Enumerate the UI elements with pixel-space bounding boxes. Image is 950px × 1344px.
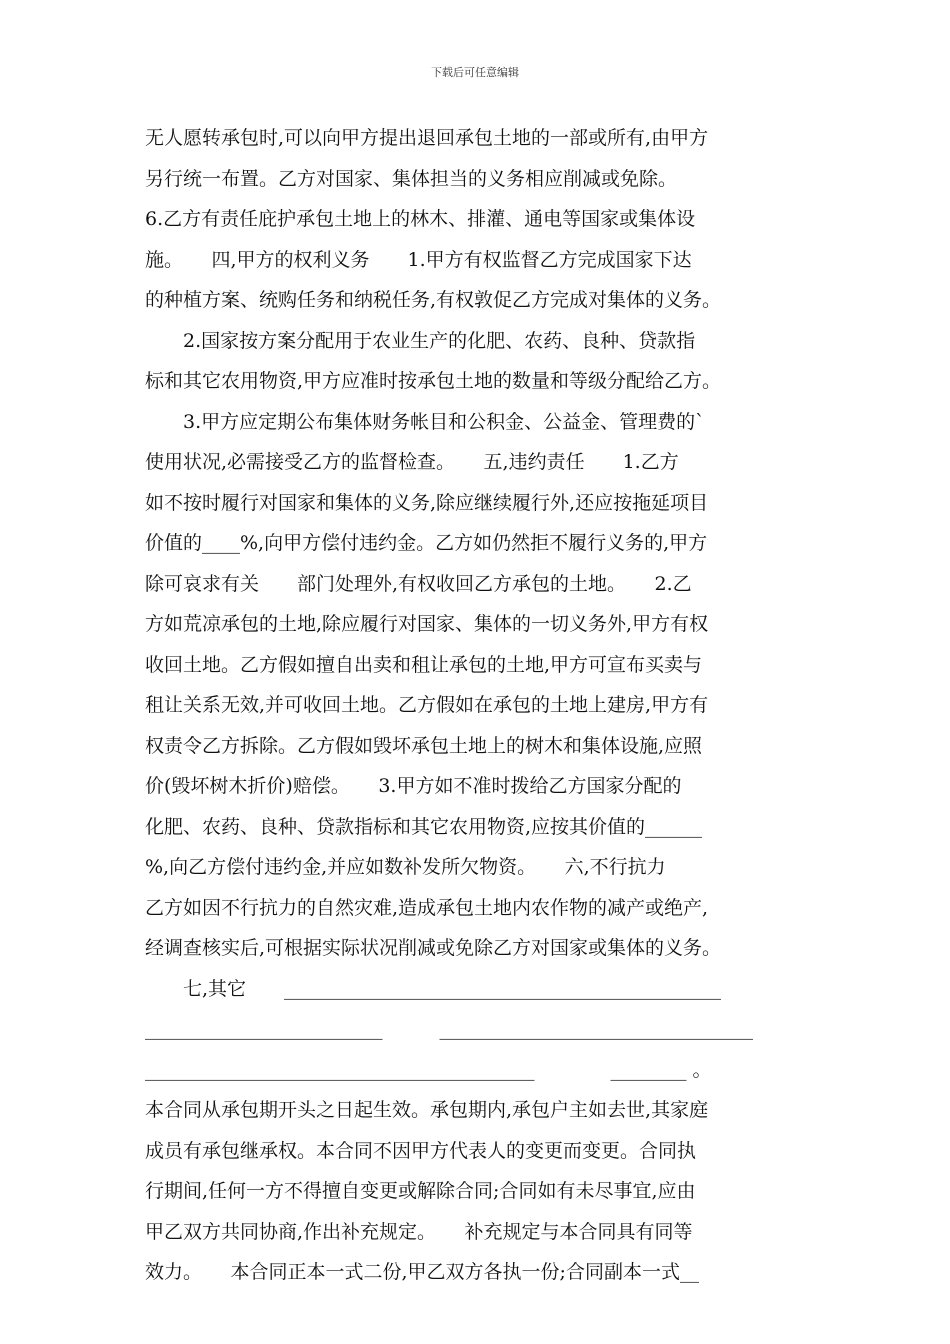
text-line: 另行统一布置。乙方对国家、集体担当的义务相应削减或免除。 (145, 167, 678, 190)
text-line: 施。 四,甲方的权利义务 1.甲方有权监督乙方完成国家下达 (145, 248, 692, 271)
text-line: 权责令乙方拆除。乙方假如毁坏承包土地上的树木和集体设施,应照 (145, 734, 703, 757)
text-line: 效力。 本合同正本一式二份,甲乙双方各执一份;合同副本一式__ (145, 1261, 699, 1283)
text-line: 经调查核实后,可根据实际状况削减或免除乙方对国家或集体的义务。 (145, 937, 722, 959)
text-line: 价值的____%,向甲方偿付违约金。乙方如仍然拒不履行义务的,甲方 (145, 532, 708, 554)
text-line: 2.国家按方案分配用于农业生产的化肥、农药、良种、贷款指 (145, 329, 696, 352)
document-body (145, 118, 810, 1293)
text-line: 成员有承包继承权。本合同不因甲方代表人的变更而变更。合同执 (145, 1139, 697, 1162)
text-line: 3.甲方应定期公布集体财务帐目和公积金、公益金、管理费的` (145, 410, 705, 433)
text-line: 行期间,任何一方不得擅自变更或解除合同;合同如有未尽事宜,应由 (145, 1180, 696, 1202)
text-line: 收回土地。乙方假如擅自出卖和租让承包的土地,甲方可宣布买卖与 (145, 653, 703, 676)
page-header: 下载后可任意编辑 (431, 66, 519, 79)
text-line: 如不按时履行对国家和集体的义务,除应继续履行外,还应按拖延项目 (145, 491, 709, 514)
text-line: 无人愿转承包时,可以向甲方提出退回承包土地的一部或所有,由甲方 (145, 127, 709, 149)
text-line: %,向乙方偿付违约金,并应如数补发所欠物资。 六,不行抗力 (145, 856, 666, 878)
text-line: 乙方如因不行抗力的自然灾难,造成承包土地内农作物的减产或绝产, (145, 896, 709, 919)
text-line: 本合同从承包期开头之日起生效。承包期内,承包户主如去世,其家庭 (145, 1099, 709, 1121)
text-line: 化肥、农药、良种、贷款指标和其它农用物资,应按其价值的______ (145, 815, 703, 838)
text-line: 甲乙双方共同协商,作出补充规定。 补充规定与本合同具有同等 (145, 1220, 693, 1243)
text-line: 方如荒凉承包的土地,除应履行对国家、集体的一切义务外,甲方有权 (145, 613, 709, 635)
text-line: 除可哀求有关 部门处理外,有权收回乙方承包的土地。 2.乙 (145, 572, 692, 595)
text-line: 价(毁坏树木折价)赔偿。 3.甲方如不准时拨给乙方国家分配的 (145, 775, 682, 797)
text-line: 使用状况,必需接受乙方的监督检查。 五,违约责任 1.乙方 (145, 451, 679, 473)
text-line: _________________________ _________________________________ (145, 1018, 754, 1040)
text-line: 标和其它农用物资,甲方应准时按承包土地的数量和等级分配给乙方。 (145, 370, 722, 392)
text-line: 6.乙方有责任庇护承包土地上的林木、排灌、通电等国家或集体设 (145, 208, 696, 230)
text-line: _________________________________________ ________ 。 (145, 1058, 712, 1081)
text-line: 租让关系无效,并可收回土地。乙方假如在承包的土地上建房,甲方有 (145, 694, 709, 716)
text-line: 七,其它 ______________________________________________ (145, 977, 722, 1000)
text-line: 的种植方案、统购任务和纳税任务,有权敦促乙方完成对集体的义务。 (145, 289, 722, 311)
